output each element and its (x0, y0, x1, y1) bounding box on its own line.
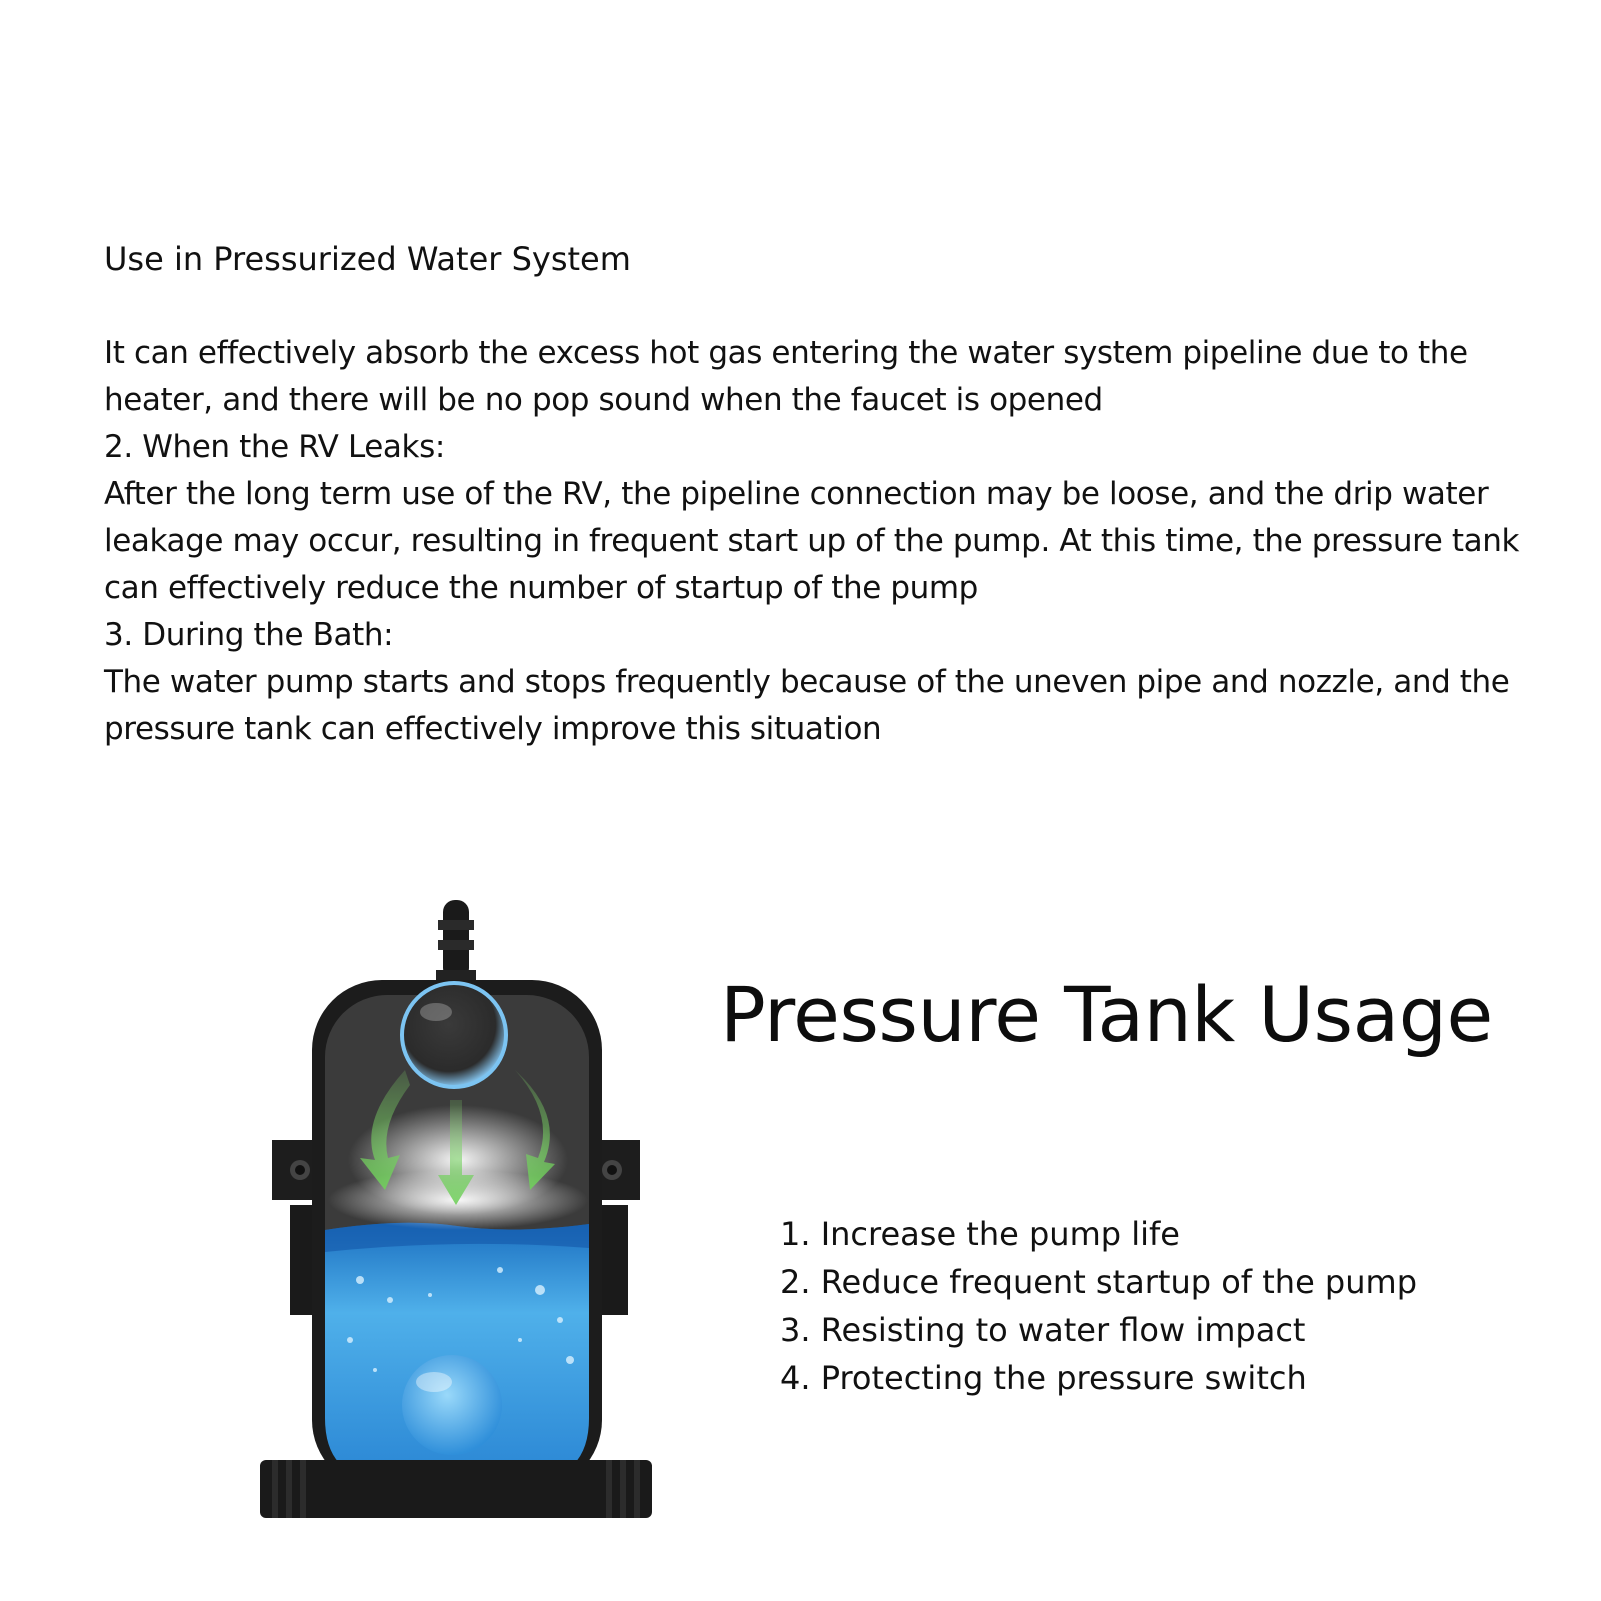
intro-title: Use in Pressurized Water System (104, 240, 631, 278)
usage-heading: Pressure Tank Usage (720, 970, 1493, 1059)
description-paragraph: The water pump starts and stops frequently because of the uneven pipe and nozzle, and the pressure tank can effectively improve this situation (104, 664, 1510, 747)
list-item: 1. Increase the pump life (780, 1215, 1180, 1253)
description-paragraph: It can effectively absorb the excess hot gas entering the water system pipeline due to the heater, and there will be no pop sound when the faucet is opened (104, 335, 1468, 418)
pressure-tank-image (200, 900, 680, 1550)
list-item: 3. Resisting to water flow impact (780, 1311, 1306, 1349)
usage-list (780, 1210, 1417, 1402)
description-subheading: 2. When the RV Leaks: (104, 429, 445, 465)
list-item: 4. Protecting the pressure switch (780, 1359, 1307, 1397)
description-paragraph: After the long term use of the RV, the pipeline connection may be loose, and the drip water leakage may occur, resulting in frequent start up of the pump. At this time, the pressure tank can effectively reduce the number of startup of the pump (104, 476, 1520, 606)
description-subheading: 3. During the Bath: (104, 617, 394, 653)
description-block (104, 330, 1544, 753)
list-item: 2. Reduce frequent startup of the pump (780, 1263, 1417, 1301)
pressure-tank-icon (200, 900, 680, 1550)
